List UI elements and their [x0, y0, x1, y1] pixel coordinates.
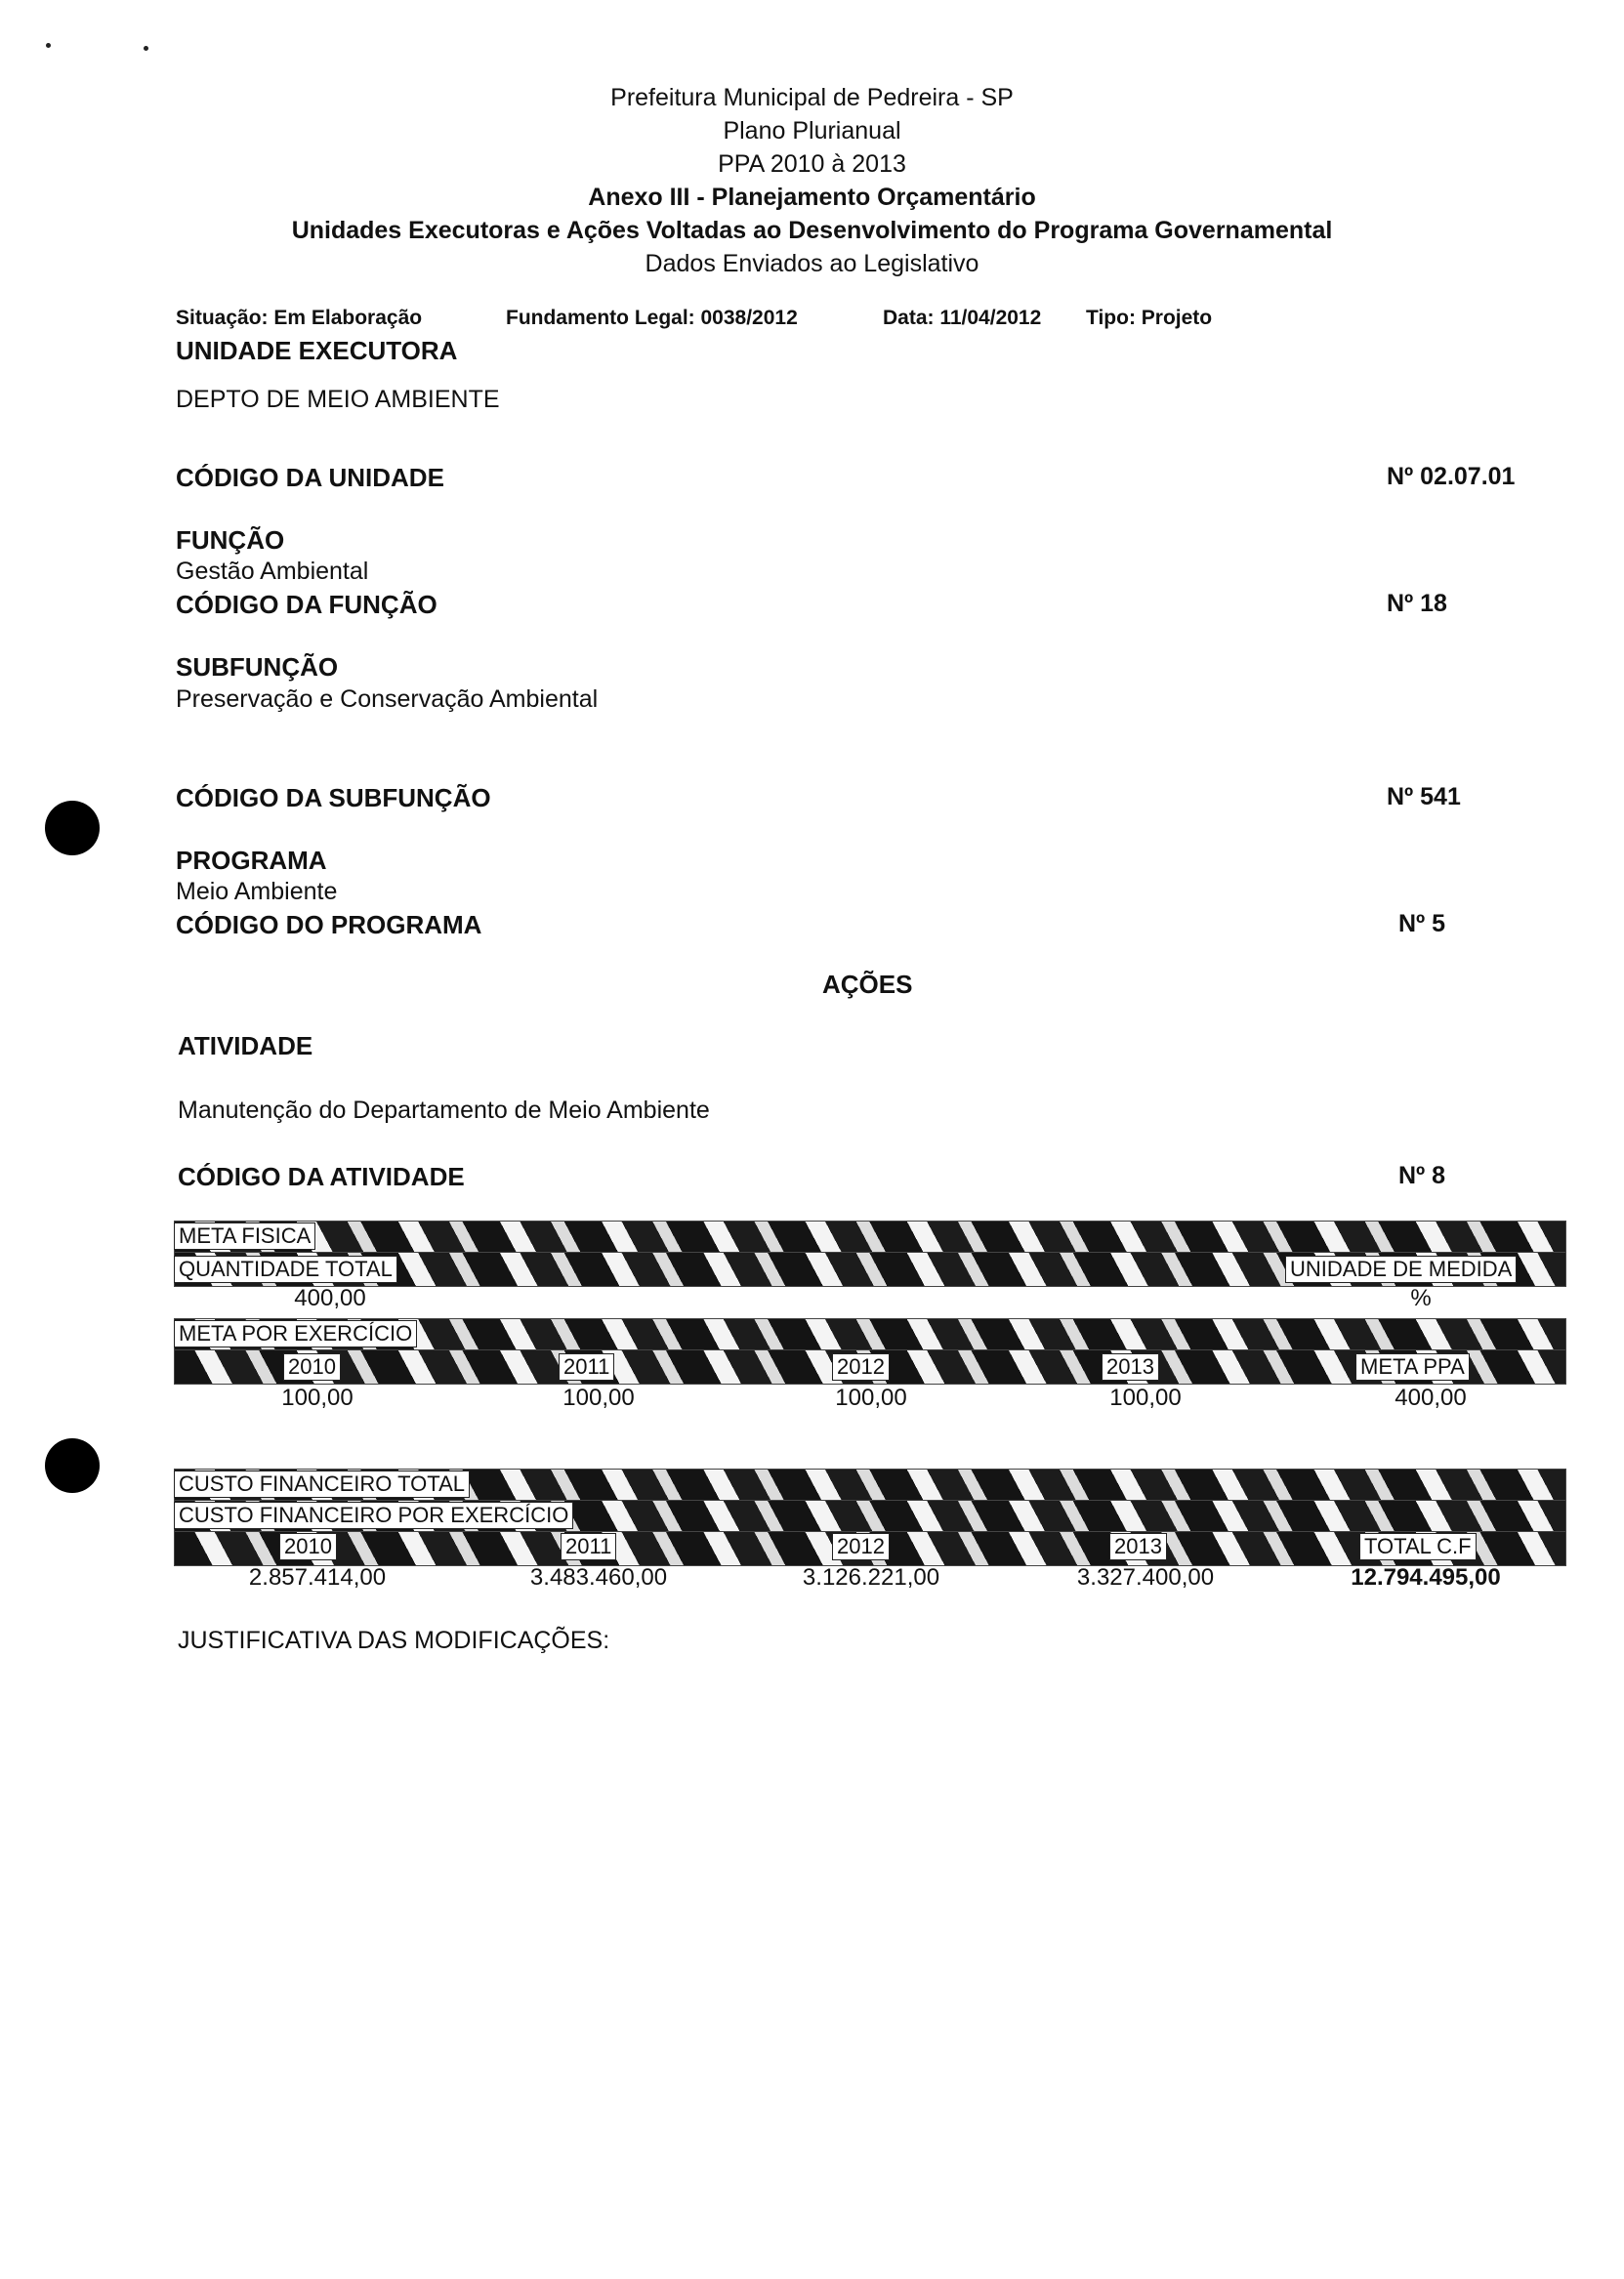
unidade-value: DEPTO DE MEIO AMBIENTE [176, 386, 500, 413]
funcao-value: Gestão Ambiental [176, 558, 369, 585]
custo-value-2013: 3.327.400,00 [1076, 1564, 1215, 1591]
custo-value-2010: 2.857.414,00 [248, 1564, 387, 1591]
header-period: PPA 2010 à 2013 [718, 150, 906, 178]
info-data: Data: 11/04/2012 [883, 307, 1042, 329]
meta-fisica-band-top [174, 1221, 1566, 1256]
custo-year-2013: 2013 [1109, 1533, 1167, 1560]
meta-year-2012: 2012 [832, 1353, 890, 1381]
meta-value-2011: 100,00 [562, 1385, 635, 1411]
info-tipo: Tipo: Projeto [1086, 307, 1213, 329]
info-situacao: Situação: Em Elaboração [176, 307, 423, 329]
custo-value-2012: 3.126.221,00 [802, 1564, 940, 1591]
unidade-label: UNIDADE EXECUTORA [176, 336, 458, 365]
scan-speck [144, 46, 148, 51]
meta-value-2012: 100,00 [835, 1385, 907, 1411]
custo-value-2011: 3.483.460,00 [529, 1564, 668, 1591]
meta-fisica-title: META FISICA [174, 1222, 315, 1250]
atividade-value: Manutenção do Departamento de Meio Ambiente [178, 1097, 710, 1124]
header-subtitle: Unidades Executoras e Ações Voltadas ao Desenvolvimento do Programa Governamental [291, 217, 1333, 244]
meta-year-2010: 2010 [283, 1353, 341, 1381]
unidade-medida-value: % [1410, 1285, 1432, 1311]
subfuncao-value: Preservação e Conservação Ambiental [176, 685, 599, 713]
codigo-atividade-value: Nº 8 [1398, 1162, 1446, 1189]
atividade-label: ATIVIDADE [178, 1031, 313, 1060]
header-annex: Anexo III - Planejamento Orçamentário [588, 184, 1036, 211]
info-fundamento: Fundamento Legal: 0038/2012 [506, 307, 798, 329]
meta-year-2013: 2013 [1102, 1353, 1159, 1381]
custo-por-exercicio-label: CUSTO FINANCEIRO POR EXERCÍCIO [174, 1502, 573, 1529]
codigo-funcao-value: Nº 18 [1387, 590, 1447, 617]
total-cf-value: 12.794.495,00 [1351, 1564, 1501, 1591]
codigo-subfuncao-value: Nº 541 [1387, 783, 1461, 810]
unidade-medida-label: UNIDADE DE MEDIDA [1285, 1256, 1517, 1283]
custo-year-2012: 2012 [832, 1533, 890, 1560]
total-cf-label: TOTAL C.F [1359, 1533, 1477, 1560]
acoes-title: AÇÕES [822, 970, 913, 999]
codigo-unidade-value: Nº 02.07.01 [1387, 463, 1516, 490]
codigo-programa-value: Nº 5 [1398, 910, 1446, 937]
custo-year-2011: 2011 [561, 1533, 616, 1560]
header-municipality: Prefeitura Municipal de Pedreira - SP [610, 84, 1014, 111]
meta-por-exercicio-label: META POR EXERCÍCIO [174, 1320, 417, 1347]
custo-year-2010: 2010 [279, 1533, 337, 1560]
header-status: Dados Enviados ao Legislativo [645, 250, 979, 277]
meta-ppa-label: META PPA [1355, 1353, 1470, 1381]
codigo-atividade-label: CÓDIGO DA ATIVIDADE [178, 1162, 465, 1191]
funcao-label: FUNÇÃO [176, 525, 285, 555]
punch-hole-upper [45, 801, 100, 855]
meta-value-2013: 100,00 [1109, 1385, 1182, 1411]
meta-value-2010: 100,00 [281, 1385, 354, 1411]
justificativa-label: JUSTIFICATIVA DAS MODIFICAÇÕES: [178, 1627, 610, 1654]
codigo-programa-label: CÓDIGO DO PROGRAMA [176, 910, 482, 939]
meta-year-2011: 2011 [559, 1353, 614, 1381]
quantidade-total-label: QUANTIDADE TOTAL [174, 1256, 397, 1283]
header-plan: Plano Plurianual [723, 117, 901, 145]
programa-value: Meio Ambiente [176, 878, 338, 905]
meta-ppa-value: 400,00 [1395, 1385, 1467, 1411]
codigo-unidade-label: CÓDIGO DA UNIDADE [176, 463, 444, 492]
subfuncao-label: SUBFUNÇÃO [176, 652, 339, 682]
custo-total-title: CUSTO FINANCEIRO TOTAL [174, 1471, 470, 1498]
programa-label: PROGRAMA [176, 846, 327, 875]
codigo-funcao-label: CÓDIGO DA FUNÇÃO [176, 590, 437, 619]
quantidade-total-value: 400,00 [294, 1285, 366, 1311]
codigo-subfuncao-label: CÓDIGO DA SUBFUNÇÃO [176, 783, 491, 812]
scan-speck [46, 43, 51, 48]
punch-hole-lower [45, 1438, 100, 1493]
